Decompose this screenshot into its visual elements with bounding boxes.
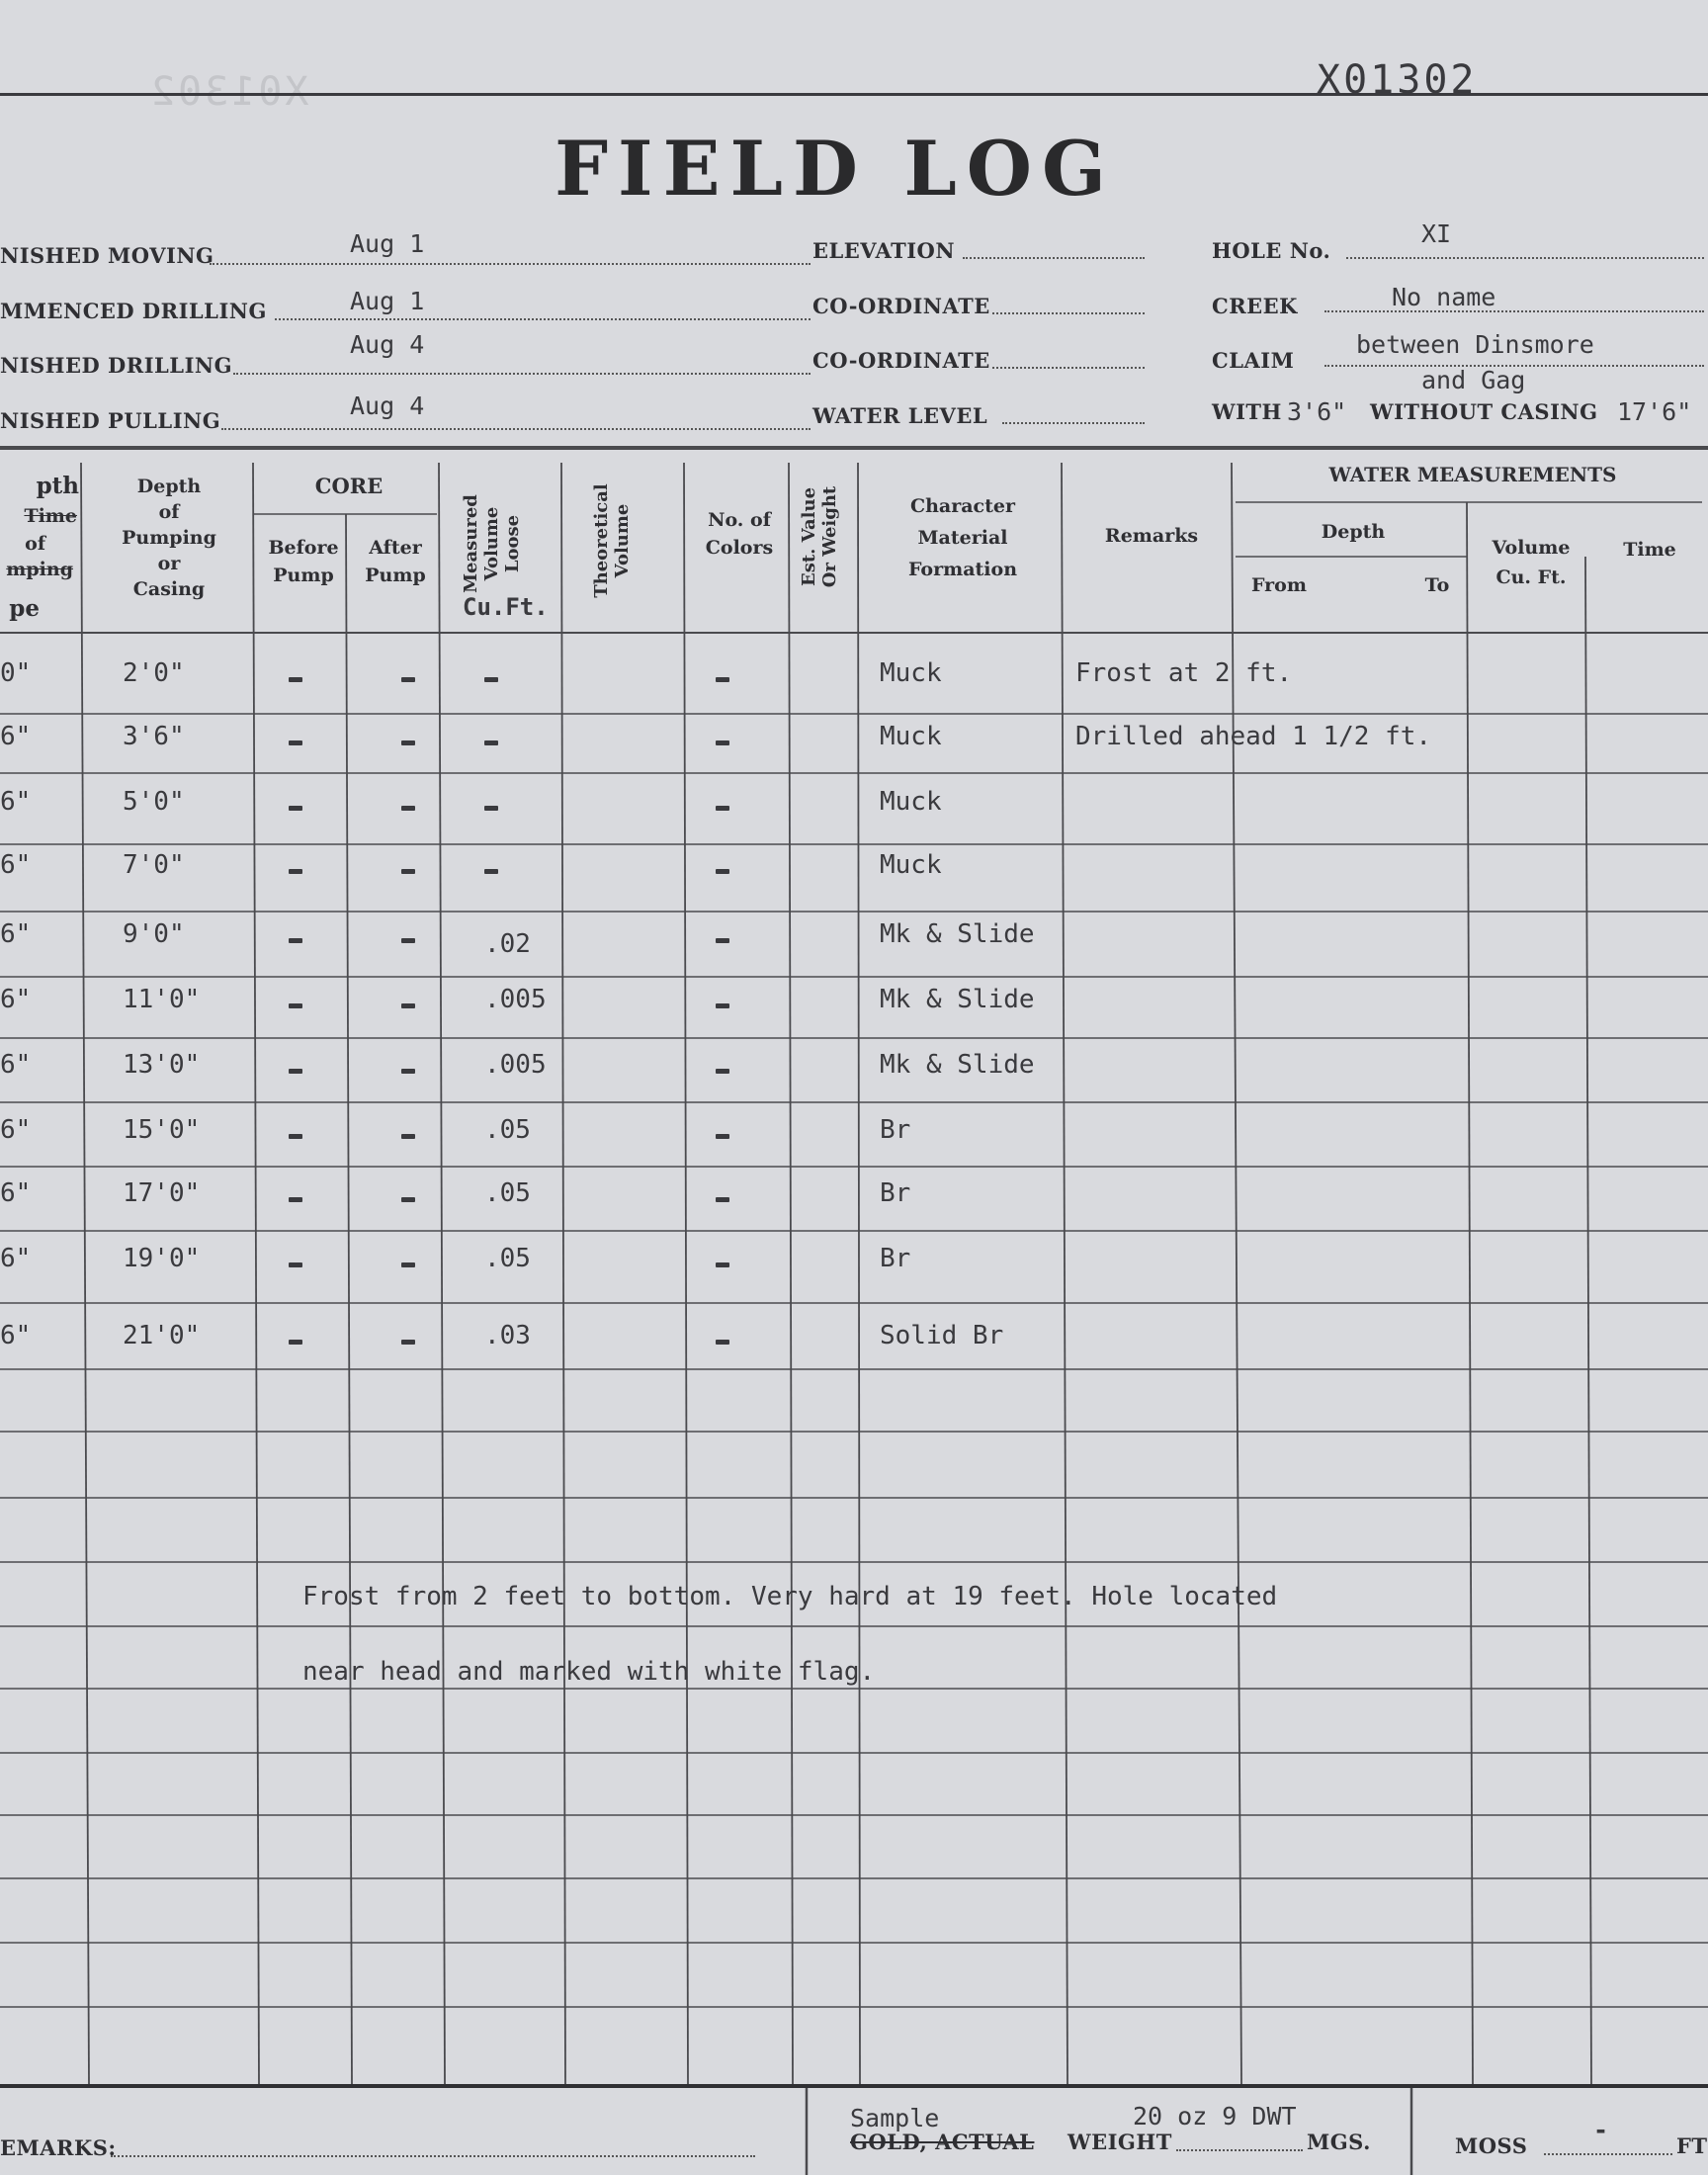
row-before-dash [289, 806, 302, 811]
row-character: Br [880, 1115, 911, 1145]
hole-no-value: XI [1421, 219, 1452, 248]
row-before [289, 722, 302, 751]
row-before [289, 1244, 302, 1273]
header-to: To [1424, 574, 1450, 596]
row-volume-dash [484, 869, 498, 874]
claim-value-line2: and Gag [1421, 366, 1526, 394]
header-measured-volume: Measured Volume Loose [461, 494, 523, 593]
row-colors [716, 919, 729, 949]
row-depth: 6" [0, 1178, 32, 1208]
row-colors-dash [716, 1197, 729, 1202]
coordinate-2-label: CO-ORDINATE [812, 348, 990, 373]
row-depth: 6" [0, 1050, 32, 1080]
row-volume [484, 787, 498, 817]
row-after [401, 1244, 415, 1273]
row-after-dash [401, 1134, 415, 1139]
row-colors-dash [716, 869, 729, 874]
row-before [289, 919, 302, 949]
finished-pulling-value: Aug 4 [350, 392, 425, 420]
row-character: Br [880, 1244, 911, 1273]
header-time: Time [1623, 539, 1676, 561]
claim-value-line1: between Dinsmore [1356, 330, 1594, 359]
row-before [289, 787, 302, 817]
row-colors [716, 658, 729, 688]
row-after-dash [401, 1069, 415, 1074]
row-casing: 11'0" [123, 985, 201, 1014]
row-colors-dash [716, 1069, 729, 1074]
row-colors [716, 1244, 729, 1273]
header-pipe: pe [9, 595, 40, 622]
header-cuft-unit: Cu.Ft. [463, 593, 549, 621]
row-character: Muck [880, 722, 942, 751]
row-depth: 6" [0, 850, 32, 880]
row-depth: 6" [0, 1115, 32, 1145]
footer-moss-line [1544, 2153, 1672, 2155]
header-volume-cuft: Volume Cu. Ft. [1492, 537, 1571, 588]
row-volume: .005 [484, 985, 547, 1014]
footer-moss-label: MOSS [1455, 2133, 1528, 2158]
coordinate-1-label: CO-ORDINATE [812, 294, 990, 318]
row-colors [716, 1321, 729, 1350]
row-after [401, 1050, 415, 1080]
row-after-dash [401, 1340, 415, 1345]
row-colors [716, 985, 729, 1014]
row-after-dash [401, 1003, 415, 1008]
with-casing-label: WITH [1212, 399, 1282, 424]
row-character: Mk & Slide [880, 985, 1035, 1014]
header-from: From [1251, 574, 1307, 596]
footer-rule [0, 2084, 1708, 2088]
row-before-dash [289, 1134, 302, 1139]
row-volume [484, 850, 498, 880]
finished-moving-value: Aug 1 [350, 229, 425, 258]
row-before-dash [289, 1197, 302, 1202]
row-depth: 0" [0, 658, 32, 688]
serial-number: X01302 [1317, 57, 1478, 103]
row-casing: 5'0" [123, 787, 185, 817]
row-colors [716, 1115, 729, 1145]
row-volume: .02 [484, 929, 531, 959]
row-colors-dash [716, 1262, 729, 1267]
footer-ft-label: FT [1676, 2133, 1708, 2158]
footer-weight-label: WEIGHT [1068, 2130, 1172, 2154]
finished-pulling-label: NISHED PULLING [0, 408, 221, 433]
header-pumping-struck: mping [6, 559, 73, 580]
footer-sample: Sample [850, 2104, 940, 2132]
row-casing: 21'0" [123, 1321, 201, 1350]
row-before [289, 1115, 302, 1145]
row-before [289, 1321, 302, 1350]
row-character: Muck [880, 787, 942, 817]
row-after [401, 722, 415, 751]
header-core: CORE [314, 474, 384, 498]
finished-drilling-value: Aug 4 [350, 330, 425, 359]
row-after [401, 1321, 415, 1350]
row-before [289, 658, 302, 688]
header-after-pump: After Pump [365, 537, 426, 586]
row-before-dash [289, 1262, 302, 1267]
row-before [289, 1178, 302, 1208]
row-volume: .005 [484, 1050, 547, 1080]
footer-remarks-line [111, 2155, 755, 2157]
row-after-dash [401, 869, 415, 874]
row-before-dash [289, 938, 302, 943]
finished-moving-label: NISHED MOVING [0, 243, 214, 268]
row-volume: .05 [484, 1178, 531, 1208]
row-before-dash [289, 869, 302, 874]
header-est-value: Est. Value Or Weight [799, 485, 840, 588]
row-after [401, 658, 415, 688]
finished-drilling-label: NISHED DRILLING [0, 353, 233, 378]
header-theoretical-volume: Theoretical Volume [591, 483, 633, 598]
header-depth-line1: pth [36, 473, 79, 499]
row-depth: 6" [0, 722, 32, 751]
row-colors [716, 1178, 729, 1208]
row-volume: .05 [484, 1244, 531, 1273]
hole-no-label: HOLE No. [1212, 238, 1331, 263]
row-after [401, 850, 415, 880]
row-before-dash [289, 740, 302, 745]
row-casing: 7'0" [123, 850, 185, 880]
row-character: Br [880, 1178, 911, 1208]
row-character: Mk & Slide [880, 919, 1035, 949]
row-before [289, 1050, 302, 1080]
row-casing: 13'0" [123, 1050, 201, 1080]
header-depth-pumping: Depth of Pumping or Casing [122, 476, 216, 600]
row-remarks: Frost at 2 ft. [1075, 658, 1293, 688]
row-after [401, 1178, 415, 1208]
row-colors [716, 787, 729, 817]
row-after [401, 985, 415, 1014]
row-character: Muck [880, 658, 942, 688]
creek-label: CREEK [1212, 294, 1298, 318]
row-remarks: Drilled ahead 1 1/2 ft. [1075, 722, 1432, 751]
row-character: Mk & Slide [880, 1050, 1035, 1080]
row-volume-dash [484, 806, 498, 811]
row-after-dash [401, 677, 415, 682]
footer-moss-value: - [1593, 2116, 1609, 2144]
footer-weight-value: 20 oz 9 DWT [1133, 2102, 1297, 2131]
row-character: Muck [880, 850, 942, 880]
footer-weight-line [1176, 2149, 1303, 2151]
with-casing-value: 3'6" [1287, 397, 1347, 426]
row-colors-dash [716, 740, 729, 745]
header-character: Character Material Formation [907, 495, 1018, 580]
row-before [289, 985, 302, 1014]
row-colors-dash [716, 1340, 729, 1345]
row-volume [484, 722, 498, 751]
header-remarks: Remarks [1104, 525, 1199, 547]
page-title: FIELD LOG [555, 125, 1116, 213]
header-no-of-colors: No. of Colors [705, 509, 774, 559]
row-casing: 19'0" [123, 1244, 201, 1273]
footer-remarks-label: EMARKS: [0, 2135, 117, 2160]
notes-line2: near head and marked with white flag. [302, 1657, 876, 1687]
water-level-label: WATER LEVEL [812, 403, 988, 428]
row-colors-dash [716, 938, 729, 943]
row-casing: 17'0" [123, 1178, 201, 1208]
without-casing-value: 17'6" [1617, 397, 1692, 426]
row-volume [484, 658, 498, 688]
row-after-dash [401, 938, 415, 943]
row-volume: .03 [484, 1321, 531, 1350]
row-colors-dash [716, 1134, 729, 1139]
commenced-drilling-value: Aug 1 [350, 287, 425, 315]
row-depth: 6" [0, 919, 32, 949]
row-depth: 6" [0, 1244, 32, 1273]
header-before-pump: Before Pump [268, 537, 339, 586]
row-casing: 3'6" [123, 722, 185, 751]
elevation-label: ELEVATION [812, 238, 956, 263]
row-before-dash [289, 1069, 302, 1074]
row-volume-dash [484, 740, 498, 745]
row-colors-dash [716, 1003, 729, 1008]
row-depth: 6" [0, 787, 32, 817]
row-colors [716, 1050, 729, 1080]
row-after-dash [401, 1197, 415, 1202]
bleed-through-serial: X01302 [148, 69, 309, 115]
row-casing: 15'0" [123, 1115, 201, 1145]
row-after-dash [401, 806, 415, 811]
row-before-dash [289, 1003, 302, 1008]
row-after-dash [401, 1262, 415, 1267]
without-casing-label: WITHOUT CASING [1370, 399, 1598, 424]
row-casing: 2'0" [123, 658, 185, 688]
row-after [401, 1115, 415, 1145]
row-after-dash [401, 740, 415, 745]
row-volume-dash [484, 677, 498, 682]
notes-line1: Frost from 2 feet to bottom. Very hard at 19 feet. Hole located [302, 1582, 1278, 1611]
claim-label: CLAIM [1212, 348, 1295, 373]
row-colors [716, 722, 729, 751]
row-after [401, 919, 415, 949]
row-colors-dash [716, 677, 729, 682]
header-depth-of: of [25, 533, 45, 555]
row-colors [716, 850, 729, 880]
row-depth: 6" [0, 985, 32, 1014]
creek-value: No name [1392, 283, 1496, 311]
commenced-drilling-label: MMENCED DRILLING [0, 299, 267, 323]
row-volume: .05 [484, 1115, 531, 1145]
row-before-dash [289, 1340, 302, 1345]
footer-mgs-label: MGS. [1307, 2130, 1371, 2154]
header-water-measurements: WATER MEASUREMENTS [1328, 463, 1617, 486]
header-time-struck: Time [24, 505, 77, 527]
row-casing: 9'0" [123, 919, 185, 949]
row-depth: 6" [0, 1321, 32, 1350]
row-character: Solid Br [880, 1321, 1004, 1350]
row-before [289, 850, 302, 880]
footer-gold-actual: GOLD, ACTUAL [850, 2130, 1035, 2154]
row-before-dash [289, 677, 302, 682]
row-colors-dash [716, 806, 729, 811]
row-after [401, 787, 415, 817]
header-water-depth: Depth [1321, 521, 1386, 543]
